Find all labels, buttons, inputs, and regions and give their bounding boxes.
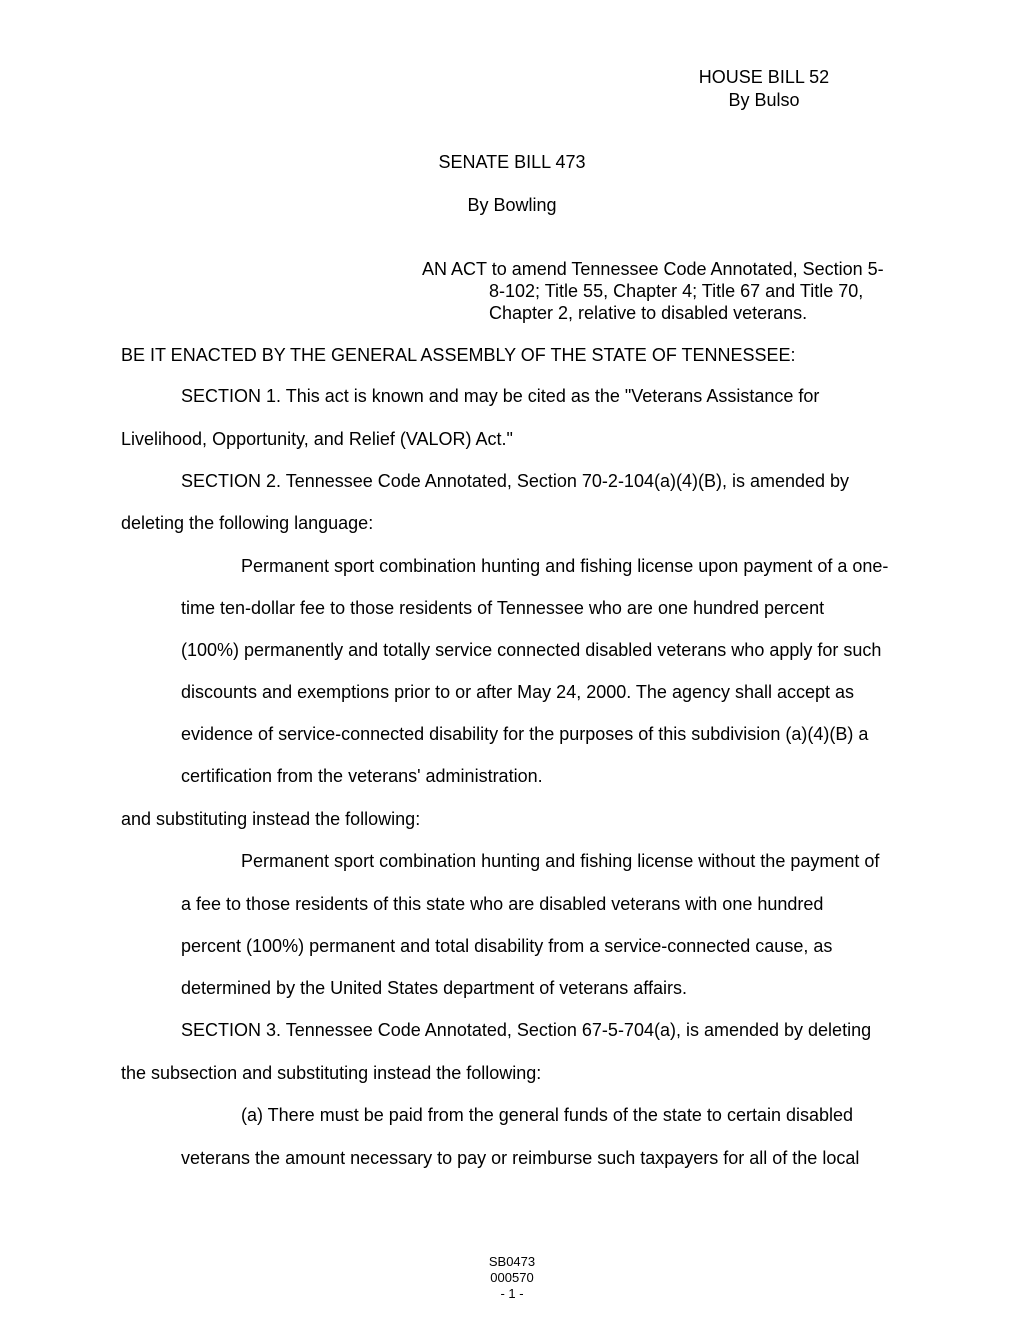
act-caption-line-3: Chapter 2, relative to disabled veterans.: [489, 303, 808, 323]
house-bill-number: HOUSE BILL 52: [698, 67, 830, 87]
act-caption-line-2: 8-102; Title 55, Chapter 4; Title 67 and Title 70,: [489, 281, 864, 301]
senate-bill-number: SENATE BILL 473: [438, 152, 586, 172]
deleted-text-line: evidence of service-connected disability for the purposes of this subdivision (a)(4)(B) a: [181, 724, 869, 744]
enacting-clause: BE IT ENACTED BY THE GENERAL ASSEMBLY OF THE STATE OF TENNESSEE:: [121, 345, 796, 365]
substituted-text-line: a fee to those residents of this state who are disabled veterans with one hundred: [181, 894, 824, 914]
substituted-text-line: percent (100%) permanent and total disability from a service-connected cause, as: [181, 936, 833, 956]
section-1-line-2: Livelihood, Opportunity, and Relief (VALOR) Act.": [121, 429, 513, 449]
section-2-line-2: deleting the following language:: [121, 513, 374, 533]
section-1-line-1: SECTION 1. This act is known and may be cited as the "Veterans Assistance for: [181, 386, 820, 406]
deleted-text-line: discounts and exemptions prior to or after May 24, 2000. The agency shall accept as: [181, 682, 855, 702]
footer-doc-number: 000570: [490, 1270, 534, 1285]
section-3-text-line: (a) There must be paid from the general funds of the state to certain disabled: [241, 1105, 854, 1125]
substitute-intro: and substituting instead the following:: [121, 809, 421, 829]
senate-bill-sponsor: By Bowling: [467, 195, 557, 215]
act-caption-line-1: AN ACT to amend Tennessee Code Annotated, Section 5-: [422, 259, 884, 279]
section-3-line-2: the subsection and substituting instead the following:: [121, 1063, 542, 1083]
deleted-text-line: certification from the veterans' administration.: [181, 766, 543, 786]
page-footer: [462, 1254, 562, 1302]
section-2-line-1: SECTION 2. Tennessee Code Annotated, Section 70-2-104(a)(4)(B), is amended by: [181, 471, 850, 491]
deleted-text-line: time ten-dollar fee to those residents of Tennessee who are one hundred percent: [181, 598, 825, 618]
footer-page-number: - 1 -: [500, 1286, 524, 1301]
house-bill-sponsor: By Bulso: [728, 90, 800, 110]
substituted-text-line: Permanent sport combination hunting and fishing license without the payment of: [241, 851, 880, 871]
footer-bill-code: SB0473: [488, 1254, 536, 1269]
section-3-text-line: veterans the amount necessary to pay or reimburse such taxpayers for all of the local: [181, 1148, 860, 1168]
substituted-text-line: determined by the United States department of veterans affairs.: [181, 978, 687, 998]
section-3-line-1: SECTION 3. Tennessee Code Annotated, Section 67-5-704(a), is amended by deleting: [181, 1020, 872, 1040]
deleted-text-line: Permanent sport combination hunting and fishing license upon payment of a one-: [241, 556, 889, 576]
deleted-text-line: (100%) permanently and totally service connected disabled veterans who apply for such: [181, 640, 882, 660]
